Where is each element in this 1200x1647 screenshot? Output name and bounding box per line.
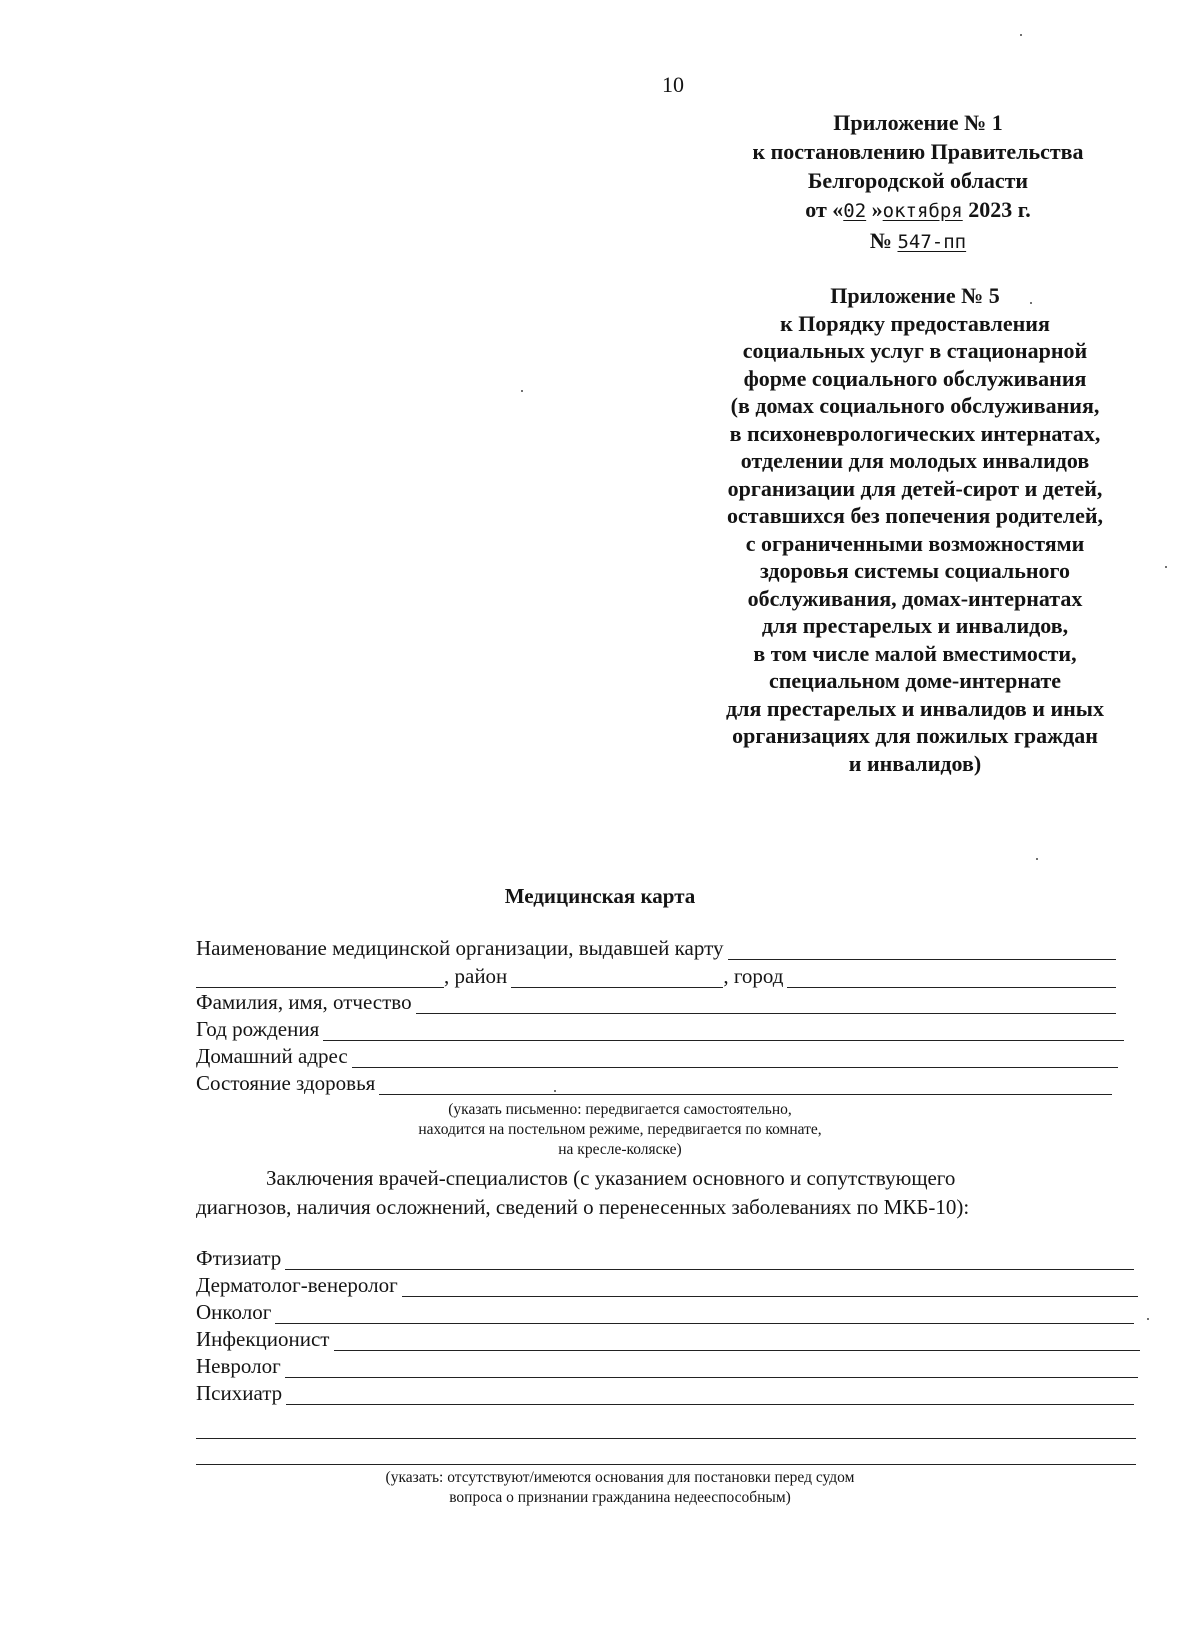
extra-blank-line[interactable] <box>196 1464 1136 1465</box>
dermatolog-blank[interactable] <box>402 1278 1138 1297</box>
annex-line: (в домах социального обслуживания, <box>730 393 1100 418</box>
district-city-field <box>196 964 1116 988</box>
infekcionist-blank[interactable] <box>334 1332 1141 1351</box>
nevrolog-blank[interactable] <box>285 1359 1138 1378</box>
org-field <box>196 936 1116 960</box>
annex-line: с ограниченными возможностями <box>745 530 1085 556</box>
health-label: Состояние здоровья <box>196 1071 376 1095</box>
annex-line: организации для детей-сирот и детей, <box>727 475 1103 501</box>
approval-line: к постановлению Правительства <box>752 139 1084 164</box>
annex-line: организациях для пожилых граждан <box>732 723 1098 748</box>
scan-speck <box>521 390 523 392</box>
annex-line: для престарелых и инвалидов и иных <box>726 695 1104 721</box>
specialist-ftiziatr: Фтизиатр <box>196 1246 1134 1270</box>
extra-blank-line[interactable] <box>196 1438 1136 1439</box>
handwritten-day: 02 <box>843 200 867 222</box>
annex-line: и инвалидов) <box>848 750 982 776</box>
address-field <box>196 1044 1118 1068</box>
specialist-infekcionist: Инфекционист <box>196 1327 1140 1351</box>
city-blank[interactable] <box>787 969 1116 988</box>
city-label: , город <box>723 964 784 988</box>
specialist-onkolog: Онколог <box>196 1300 1134 1324</box>
health-field <box>196 1071 1112 1095</box>
birth-label: Год рождения <box>196 1017 320 1041</box>
ftiziatr-blank[interactable] <box>285 1251 1134 1270</box>
annex-line: в психоневрологических интернатах, <box>729 420 1101 446</box>
address-blank[interactable] <box>352 1049 1118 1068</box>
scan-speck <box>1165 566 1167 568</box>
org-blank[interactable] <box>728 941 1117 960</box>
annex-line: к Порядку предоставления <box>780 310 1050 336</box>
approval-number: № 547-пп <box>869 228 967 253</box>
annex-line: форме социального обслуживания <box>743 365 1087 391</box>
approval-line: Белгородской области <box>807 168 1029 193</box>
birth-field <box>196 1017 1124 1041</box>
annex-line: для престарелых и инвалидов, <box>761 613 1069 638</box>
district-label: , район <box>444 964 508 988</box>
annex-line: социальных услуг в стационарной <box>742 338 1088 363</box>
address-label: Домашний адрес <box>196 1044 348 1068</box>
annex-line: отделении для молодых инвалидов <box>740 448 1090 473</box>
org-continuation-blank[interactable] <box>196 969 444 988</box>
specialist-nevrolog: Невролог <box>196 1354 1138 1378</box>
health-hint: (указать письменно: передвигается самостоятельно, находится на постельном режиме, передвигается по комнате, на кресле-коляске) <box>418 1101 822 1158</box>
final-hint: (указать: отсутствуют/имеются основания для постановки перед судом вопроса о признании гражданина недееспособным) <box>385 1469 855 1506</box>
fio-label: Фамилия, имя, отчество <box>196 990 412 1014</box>
approval-title: Приложение № 1 <box>833 110 1003 135</box>
scan-speck <box>554 1090 556 1092</box>
specialist-psihiatr: Психиатр <box>196 1381 1134 1405</box>
fio-field <box>196 990 1116 1014</box>
approval-block <box>710 108 1126 257</box>
annex-line: специальном доме-интернате <box>768 668 1062 693</box>
org-label: Наименование медицинской организации, выдавшей карту <box>196 936 724 960</box>
scan-speck <box>1020 34 1022 36</box>
handwritten-number: 547-пп <box>897 231 967 253</box>
scan-speck <box>1030 302 1032 304</box>
annex-line: оставшихся без попечения родителей, <box>726 503 1104 528</box>
scan-speck <box>1036 858 1038 860</box>
approval-date: от «02 »октября 2023 г. <box>805 197 1031 222</box>
annex-line: в том числе малой вместимости, <box>753 640 1077 666</box>
handwritten-month: октября <box>882 200 963 222</box>
health-blank[interactable] <box>379 1076 1112 1095</box>
page-number: 10 <box>662 72 684 97</box>
annex-line: здоровья системы социального <box>759 558 1071 583</box>
annex-line: обслуживания, домах-интернатах <box>747 585 1083 611</box>
specialist-dermatolog: Дерматолог-венеролог <box>196 1273 1138 1297</box>
scan-speck <box>1147 1318 1149 1320</box>
conclusions-text: Заключения врачей-специалистов (с указанием основного и сопутствующего диагнозов, наличия осложнений, сведений о перенесенных заболеваниях по МКБ-10): <box>196 1166 970 1219</box>
annex-title: Приложение № 5 <box>830 283 1000 308</box>
psihiatr-blank[interactable] <box>286 1386 1134 1405</box>
district-blank[interactable] <box>511 969 723 988</box>
card-title: Медицинская карта <box>504 884 696 908</box>
annex-block <box>680 282 1150 777</box>
fio-blank[interactable] <box>416 995 1116 1014</box>
onkolog-blank[interactable] <box>275 1305 1134 1324</box>
birth-blank[interactable] <box>323 1022 1124 1041</box>
